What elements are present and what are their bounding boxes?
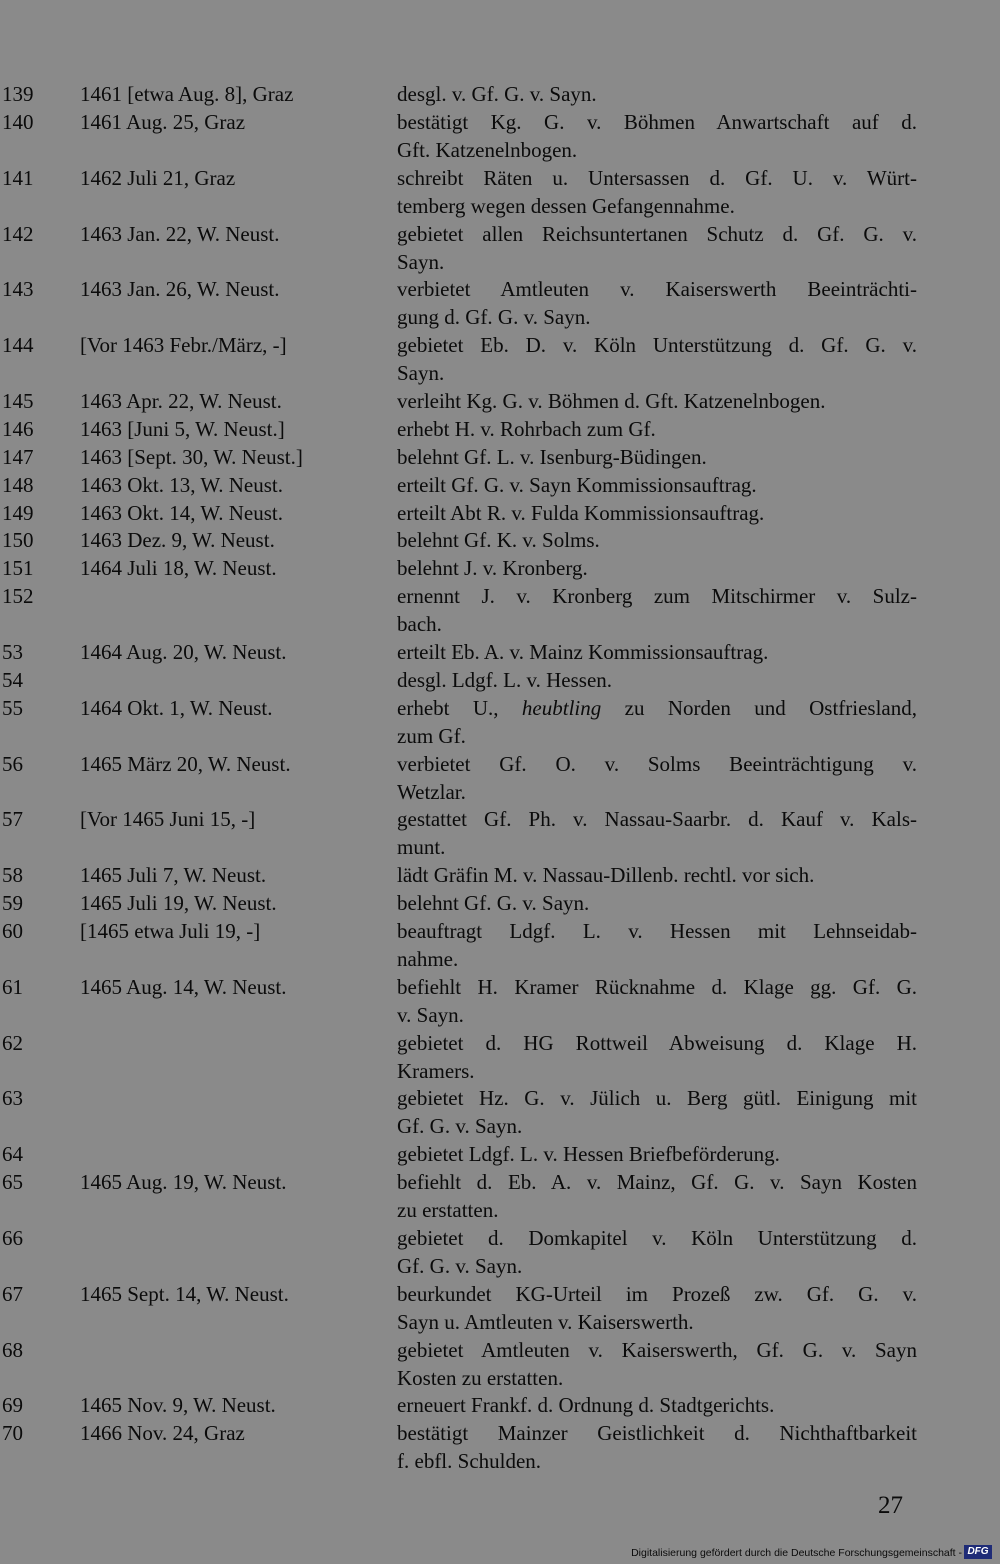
dfg-logo-icon: DFG [964, 1545, 992, 1559]
entry-text [397, 861, 917, 889]
entry-text-line: beurkundet KG-Urteil im Prozeß zw. Gf. G. v. [397, 1281, 917, 1306]
entry-date: 1463 Apr. 22, W. Neust. [80, 388, 282, 413]
entry-text [397, 387, 917, 415]
entry-date: 1463 [Juni 5, W. Neust.] [80, 416, 285, 441]
entry-date: 1466 Nov. 24, Graz [80, 1421, 245, 1446]
entry-text-line: gebietet Ldgf. L. v. Hessen Briefbeförderung. [397, 1142, 780, 1167]
entry-text-line: erhebt H. v. Rohrbach zum Gf. [397, 416, 656, 441]
entry-text [397, 805, 917, 861]
entry-date: [Vor 1463 Febr./März, -] [80, 333, 287, 358]
entry-number: 58 [2, 863, 23, 888]
entry-text [397, 80, 917, 108]
entry-number: 149 [2, 500, 34, 525]
entry-date: 1463 Okt. 13, W. Neust. [80, 472, 284, 497]
entry-number: 66 [2, 1225, 23, 1250]
footer-credit: Digitalisierung gefördert durch die Deutsche Forschungsgemeinschaft - [631, 1547, 962, 1559]
entry-text-line: erteilt Gf. G. v. Sayn Kommissionsauftrag. [397, 472, 757, 497]
entry-date: [1465 etwa Juli 19, -] [80, 919, 261, 943]
entry-number: 139 [2, 82, 34, 106]
entry-text [397, 889, 917, 917]
entry-text [397, 973, 917, 1029]
entry-text-line: befiehlt d. Eb. A. v. Mainz, Gf. G. v. Sayn Kosten [397, 1170, 917, 1195]
entry-number: 142 [2, 221, 34, 246]
entry-date: 1465 Aug. 19, W. Neust. [80, 1170, 287, 1195]
entry-number: 70 [2, 1421, 23, 1446]
entry-text-line: verleiht Kg. G. v. Böhmen d. Gft. Katzenelnbogen. [397, 388, 826, 413]
entry-text [397, 164, 917, 220]
entry-date: 1465 Juli 7, W. Neust. [80, 863, 267, 888]
entry-text-line: bestätigt Kg. G. v. Böhmen Anwartschaft auf d. [397, 109, 917, 134]
entry-text-line: desgl. Ldgf. L. v. Hessen. [397, 667, 613, 692]
entry-number: 69 [2, 1393, 23, 1418]
entry-text-line: verbietet Amtleuten v. Kaiserswerth Beeinträchti- [397, 277, 917, 302]
entry-text [397, 1391, 917, 1419]
entry-text-line: Gf. G. v. Sayn. [397, 1114, 523, 1139]
entry-number: 62 [2, 1030, 23, 1055]
entry-text [397, 1336, 917, 1392]
entry-text-line: erhebt U., heubtling zu Norden und Ostfriesland, [397, 695, 917, 720]
entry-text-line: munt. [397, 835, 446, 860]
entry-text [397, 1029, 917, 1085]
entry-text-line: schreibt Räten u. Untersassen d. Gf. U. v. Würt- [397, 165, 917, 190]
entry-number: 56 [2, 751, 23, 776]
entry-text-line: Gft. Katzenelnbogen. [397, 137, 578, 162]
entry-text-line: gestattet Gf. Ph. v. Nassau-Saarbr. d. Kauf v. Kals- [397, 807, 917, 832]
entry-text-line: nahme. [397, 947, 459, 971]
entry-text [397, 331, 917, 387]
entry-number: 65 [2, 1170, 23, 1195]
entry-text [397, 1084, 917, 1140]
entry-text-line: bestätigt Mainzer Geistlichkeit d. Nichthaftbarkeit [397, 1421, 917, 1446]
entry-text [397, 1419, 917, 1475]
entry-text [397, 415, 917, 443]
entry-text-line: belehnt Gf. K. v. Solms. [397, 528, 600, 553]
entry-date: 1464 Okt. 1, W. Neust. [80, 695, 273, 720]
entry-date: 1463 Dez. 9, W. Neust. [80, 528, 275, 553]
entry-text [397, 220, 917, 276]
entry-text-line: gebietet d. HG Rottweil Abweisung d. Klage H. [397, 1030, 917, 1055]
entry-text [397, 471, 917, 499]
entry-number: 143 [2, 277, 34, 302]
entry-number: 151 [2, 556, 34, 581]
entry-date: 1465 Aug. 14, W. Neust. [80, 974, 287, 999]
entry-text-line: befiehlt H. Kramer Rücknahme d. Klage gg. Gf. G. [397, 974, 917, 999]
entry-text [397, 108, 917, 164]
entry-number: 61 [2, 974, 23, 999]
entry-number: 150 [2, 528, 34, 553]
entry-date: 1465 Sept. 14, W. Neust. [80, 1281, 289, 1306]
entry-text [397, 1168, 917, 1224]
entry-number: 141 [2, 165, 34, 190]
entry-text-line: Wetzlar. [397, 779, 466, 804]
entry-text [397, 750, 917, 806]
entry-text [397, 638, 917, 666]
entry-number: 145 [2, 388, 34, 413]
entry-text-line: Sayn. [397, 249, 445, 274]
entry-date: [Vor 1465 Juni 15, -] [80, 807, 256, 832]
page-number: 27 [878, 1492, 903, 1519]
entry-text-line: lädt Gräfin M. v. Nassau-Dillenb. rechtl. vor sich. [397, 863, 815, 888]
entry-text-line: zum Gf. [397, 723, 466, 748]
entry-text-line: erteilt Eb. A. v. Mainz Kommissionsauftrag. [397, 640, 769, 664]
entry-text [397, 1224, 917, 1280]
entry-number: 57 [2, 807, 23, 832]
entry-text-line: gung d. Gf. G. v. Sayn. [397, 305, 591, 330]
entry-text-line: bach. [397, 612, 442, 637]
entry-text-line: desgl. v. Gf. G. v. Sayn. [397, 82, 597, 106]
entry-number: 147 [2, 444, 34, 469]
entry-number: 55 [2, 695, 23, 720]
entry-date: 1464 Aug. 20, W. Neust. [80, 640, 287, 664]
entry-date: 1465 Nov. 9, W. Neust. [80, 1393, 276, 1418]
entry-text-line: gebietet Amtleuten v. Kaiserswerth, Gf. G. v. Sayn [397, 1337, 917, 1362]
entry-text-line: belehnt Gf. G. v. Sayn. [397, 891, 590, 916]
entry-text [397, 275, 917, 331]
entry-text-line: Kosten zu erstatten. [397, 1365, 564, 1390]
entry-text [397, 443, 917, 471]
entry-text-line: Gf. G. v. Sayn. [397, 1253, 523, 1278]
entry-date: 1462 Juli 21, Graz [80, 165, 236, 190]
entry-text-line: Sayn u. Amtleuten v. Kaiserswerth. [397, 1309, 694, 1334]
entry-text [397, 1140, 917, 1168]
entry-text-line: gebietet Hz. G. v. Jülich u. Berg gütl. Einigung mit [397, 1086, 917, 1111]
entry-date: 1463 Jan. 22, W. Neust. [80, 221, 280, 246]
entry-text-line: zu erstatten. [397, 1198, 499, 1223]
entry-number: 59 [2, 891, 23, 916]
entry-text-line: Sayn. [397, 361, 445, 386]
entry-text [397, 499, 917, 527]
entry-number: 146 [2, 416, 34, 441]
entry-date: 1463 Jan. 26, W. Neust. [80, 277, 280, 302]
entry-text-line: temberg wegen dessen Gefangennahme. [397, 193, 735, 218]
entry-date: 1464 Juli 18, W. Neust. [80, 556, 277, 581]
entry-text-line: gebietet d. Domkapitel v. Köln Unterstützung d. [397, 1225, 917, 1250]
entry-text-line: erneuert Frankf. d. Ordnung d. Stadtgerichts. [397, 1393, 775, 1418]
entry-text [397, 554, 917, 582]
entry-text-line: ernennt J. v. Kronberg zum Mitschirmer v. Sulz- [397, 584, 917, 609]
entry-text-line: gebietet Eb. D. v. Köln Unterstützung d. Gf. G. v. [397, 333, 917, 358]
entry-number: 152 [2, 584, 34, 609]
entry-text [397, 1280, 917, 1336]
entry-date: 1461 [etwa Aug. 8], Graz [80, 82, 294, 106]
entry-text [397, 666, 917, 694]
entry-number: 144 [2, 333, 34, 358]
entry-date: 1463 Okt. 14, W. Neust. [80, 500, 284, 525]
entry-number: 140 [2, 109, 34, 134]
entry-number: 60 [2, 919, 23, 943]
entry-text-line: belehnt Gf. L. v. Isenburg-Büdingen. [397, 444, 707, 469]
entry-text-line: gebietet allen Reichsuntertanen Schutz d. Gf. G. v. [397, 221, 917, 246]
entry-number: 63 [2, 1086, 23, 1111]
entry-text [397, 917, 917, 973]
entry-text-line: erteilt Abt R. v. Fulda Kommissionsauftrag. [397, 500, 765, 525]
entry-number: 54 [2, 667, 23, 692]
entry-number: 148 [2, 472, 34, 497]
entry-text-line: Kramers. [397, 1058, 475, 1083]
entry-text [397, 526, 917, 554]
entry-date: 1465 Juli 19, W. Neust. [80, 891, 277, 916]
entry-text-line: belehnt J. v. Kronberg. [397, 556, 588, 581]
entry-date: 1465 März 20, W. Neust. [80, 751, 291, 776]
entry-date: 1461 Aug. 25, Graz [80, 109, 246, 134]
entry-text [397, 582, 917, 638]
entry-number: 64 [2, 1142, 23, 1167]
entry-text-line: verbietet Gf. O. v. Solms Beeinträchtigung v. [397, 751, 917, 776]
entry-date: 1463 [Sept. 30, W. Neust.] [80, 444, 303, 469]
entry-text-line: f. ebfl. Schulden. [397, 1449, 542, 1474]
entry-text-line: beauftragt Ldgf. L. v. Hessen mit Lehnseidab- [397, 919, 917, 943]
entry-text-line: v. Sayn. [397, 1002, 464, 1027]
entry-number: 67 [2, 1281, 23, 1306]
entry-number: 68 [2, 1337, 23, 1362]
entry-text [397, 694, 917, 750]
entry-number: 53 [2, 640, 23, 664]
